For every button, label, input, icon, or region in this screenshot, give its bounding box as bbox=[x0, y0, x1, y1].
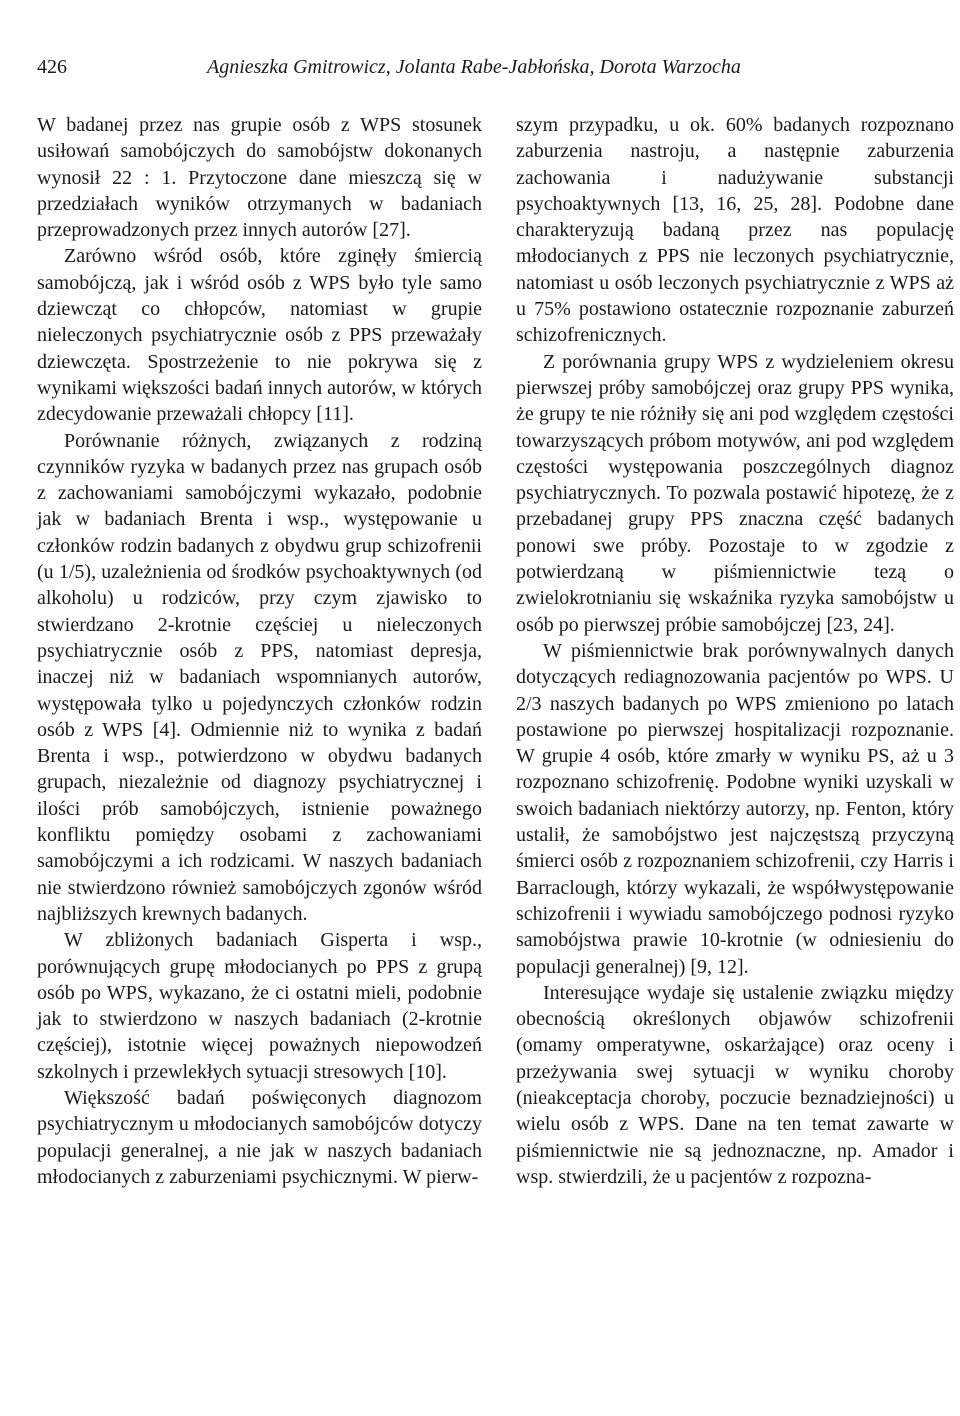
paragraph: Z porównania grupy WPS z wydzieleniem okresu pierwszej próby samobójczej oraz grupy PPS wynika, że grupy te nie różniły się ani pod względem częstości towarzyszących próbom motywów, ani pod względem częstości występowania poszczególnych diagnoz psychiatrycznych. To pozwala postawić hipotezę, że z przebadanej grupy PPS znaczna część badanych ponowi swe próby. Pozostaje to w zgodzie z potwierdzaną w piśmiennictwie tezą o zwielokrotnianiu się wskaźnika ryzyka samobójstw u osób po pierwszej próbie samobójczej [23, 24]. bbox=[516, 350, 954, 636]
page-header bbox=[37, 56, 927, 96]
paragraph: Większość badań poświęconych diagnozom psychiatrycznym u młodocianych samobójców dotyczy populacji generalnej, a nie jak w naszych badaniach młodocianych z zaburzeniami psychicznymi. W pierw- bbox=[37, 1086, 482, 1188]
left-column bbox=[37, 112, 482, 1190]
paragraph: Interesujące wydaje się ustalenie związku między obecnością określonych objawów schizofrenii (omamy omperatywne, oskarżające) oraz oceny i przeżywania swej sytuacji w wyniku choroby (nieakceptacja choroby, poczucie beznadziejności) u wielu osób z WPS. Dane na ten temat zawarte w piśmiennictwie nie są jednoznaczne, np. Amador i wsp. stwierdzili, że u pacjentów z rozpozna- bbox=[516, 981, 954, 1188]
paragraph: Porównanie różnych, związanych z rodziną czynników ryzyka w badanych przez nas grupach osób z zachowaniami samobójczymi wykazało, podobnie jak w badaniach Brenta i wsp., występowanie u członków rodzin badanych z obydwu grup schizofrenii (u 1/5), uzależnienia od środków psychoaktywnych (od alkoholu) u rodziców, przy czym zjawisko to stwierdzano 2-krotnie częściej u nieleczonych psychiatrycznie osób z PPS, natomiast depresja, inaczej niż w badaniach wspomnianych autorów, występowała tylko u pojedynczych członków rodzin osób z WPS [4]. Odmiennie niż to wynika z badań Brenta i wsp., potwierdzono w obydwu badanych grupach, niezależnie od diagnozy psychiatrycznej i ilości prób samobójczych, istnienie poważnego konfliktu pomiędzy osobami z zachowaniami samobójczymi a ich rodzicami. W naszych badaniach nie stwierdzono również samobójczych zgonów wśród najbliższych krewnych badanych. bbox=[37, 429, 482, 925]
paragraph: W badanej przez nas grupie osób z WPS stosunek usiłowań samobójczych do samobójstw dokonanych wynosił 22 : 1. Przytoczone dane mieszczą się w przedziałach wyników otrzymanych w badaniach przeprowadzonych przez innych autorów [27]. bbox=[37, 114, 482, 242]
right-column bbox=[516, 112, 954, 1190]
paragraph: Zarówno wśród osób, które zginęły śmiercią samobójczą, jak i wśród osób z WPS było tyle samo dziewcząt co chłopców, natomiast w grupie nieleczonych psychiatrycznie osób z PPS przeważały dziewczęta. Spostrzeżenie to nie pokrywa się z wynikami większości badań innych autorów, w których zdecydowanie przeważali chłopcy [11]. bbox=[37, 245, 482, 426]
page-number: 426 bbox=[37, 56, 67, 78]
paragraph: W piśmiennictwie brak porównywalnych danych dotyczących rediagnozowania pacjentów po WPS. U 2/3 naszych badanych po WPS zmieniono po latach postawione po pierwszej hospitalizacji rozpoznanie. W grupie 4 osób, które zmarły w wyniku PS, aż u 3 rozpoznano schizofrenię. Podobne wyniki uzyskali w swoich badaniach niektórzy autorzy, np. Fenton, który ustalił, że samobójstwo jest najczęstszą przyczyną śmierci osób z rozpoznaniem schizofrenii, czy Harris i Barraclough, którzy wykazali, że współwystępowanie schizofrenii i wywiadu samobójczego podnosi ryzyko samobójstwa prawie 10-krotnie (w odniesieniu do populacji generalnej) [9, 12]. bbox=[516, 639, 954, 978]
running-head-authors: Agnieszka Gmitrowicz, Jolanta Rabe-Jabłońska, Dorota Warzocha bbox=[207, 56, 741, 78]
paragraph: szym przypadku, u ok. 60% badanych rozpoznano zaburzenia nastroju, a następnie zaburzenia zachowania i nadużywanie substancji psychoaktywnych [13, 16, 25, 28]. Podobne dane charakteryzują badaną przez nas populację młodocianych z PPS nie leczonych psychiatrycznie, natomiast u osób leczonych psychiatrycznie z WPS aż u 75% postawiono ostatecznie rozpoznanie zaburzeń schizofrenicznych. bbox=[516, 114, 954, 347]
paragraph: W zbliżonych badaniach Gisperta i wsp., porównujących grupę młodocianych po PPS z grupą osób po WPS, wykazano, że ci ostatni mieli, podobnie jak to stwierdzono w naszych badaniach (2-krotnie częściej), istotnie więcej poważnych niepowodzeń szkolnych i przewlekłych sytuacji stresowych [10]. bbox=[37, 929, 482, 1083]
